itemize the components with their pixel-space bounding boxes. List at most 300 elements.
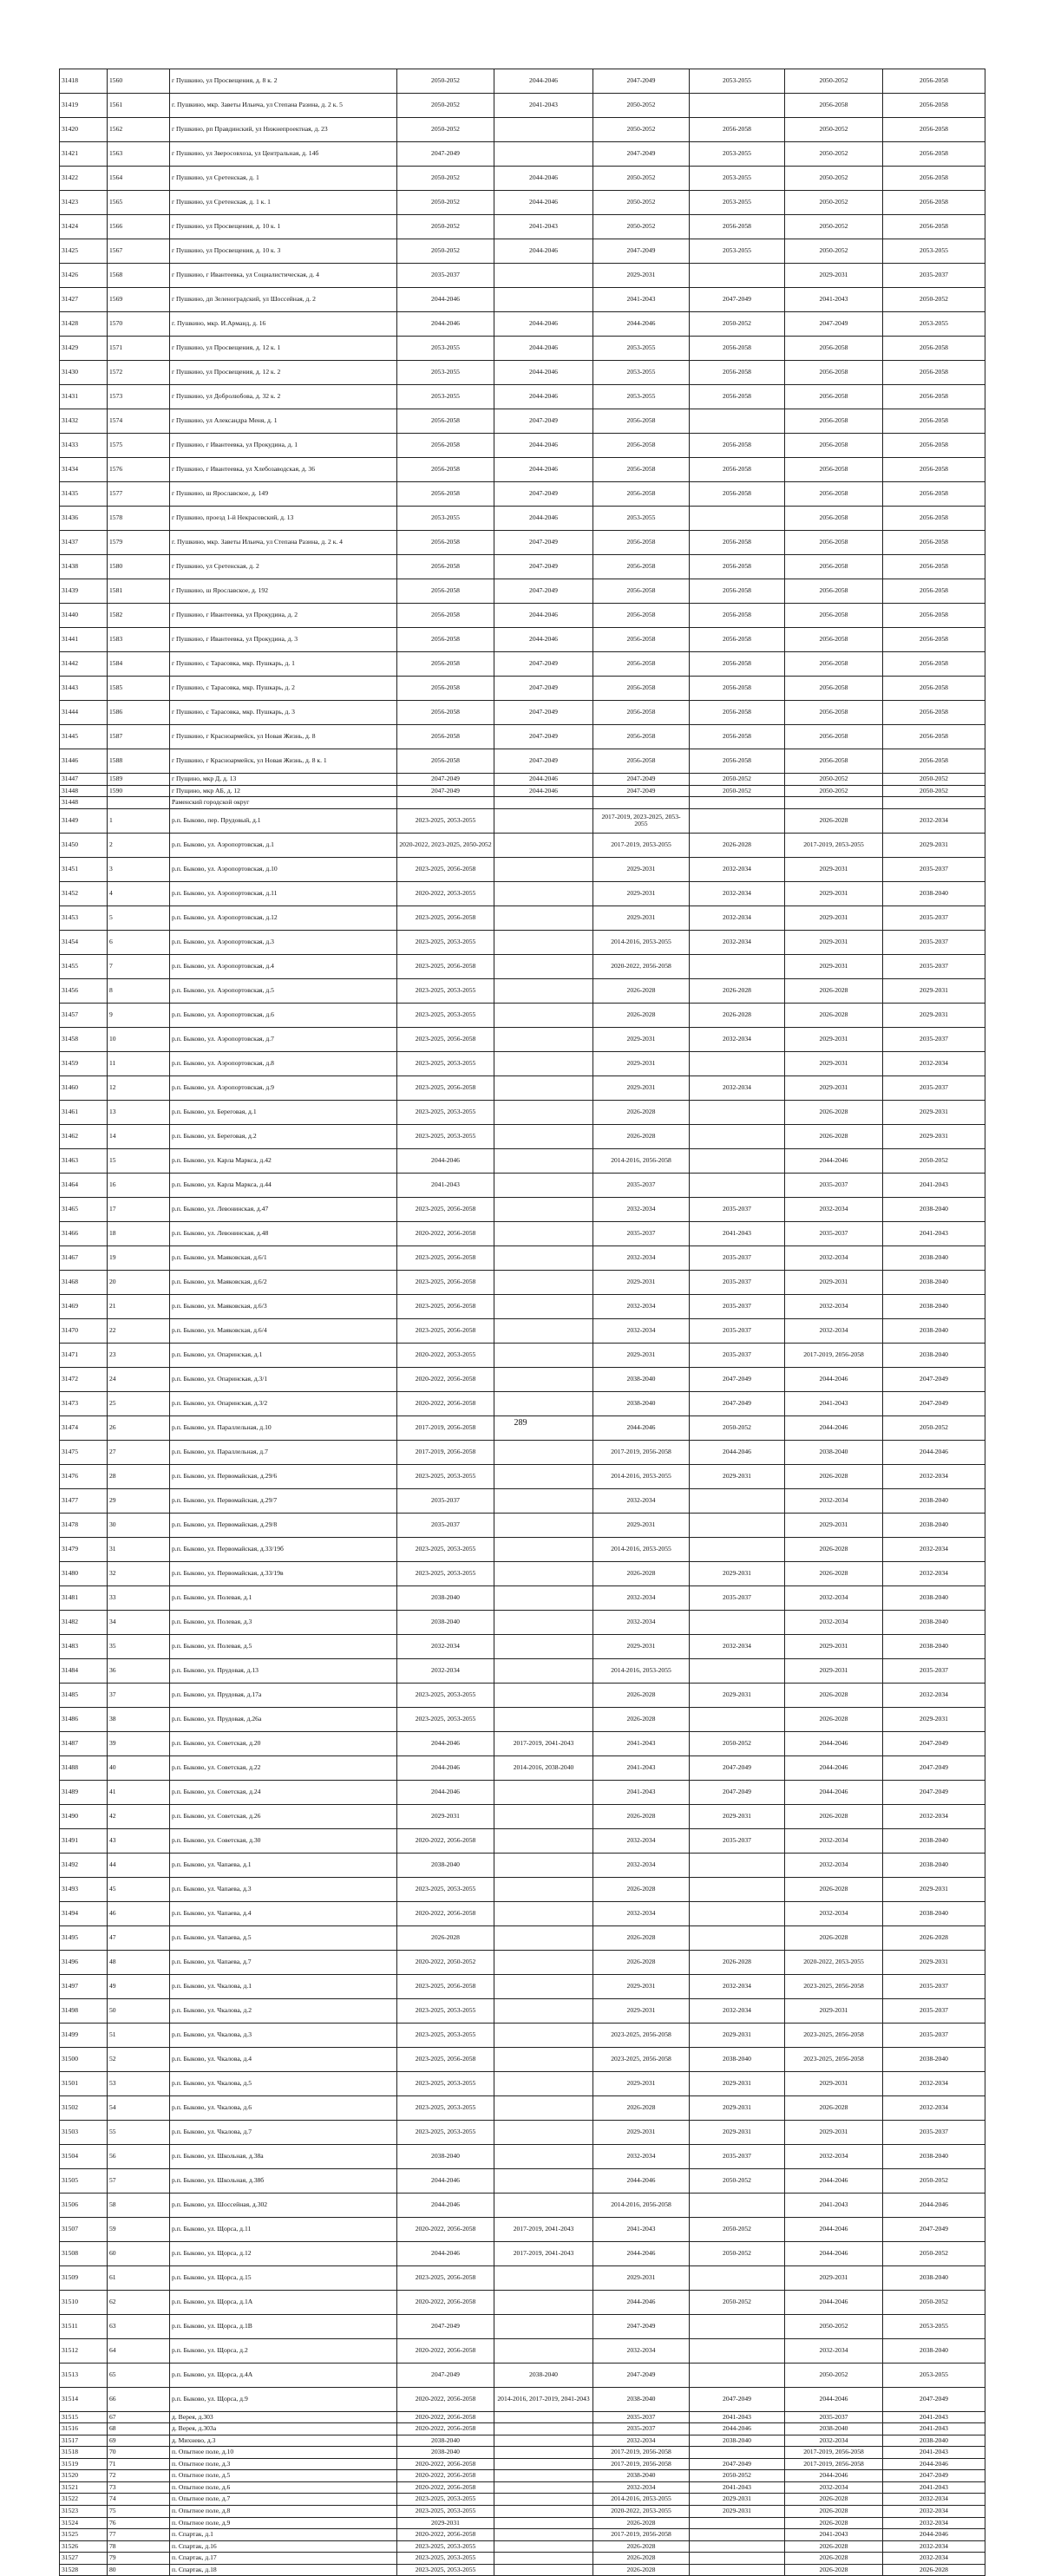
- table-row: [60, 1343, 985, 1367]
- cell-period-col-4: 2047-2049: [690, 2387, 785, 2411]
- cell-address: г Пущино, мкр Д, д. 13: [170, 774, 397, 786]
- cell-address: п. Опытное поле, д.3: [170, 2458, 397, 2470]
- cell-period-col-2: [494, 930, 593, 954]
- cell-row-index: 31434: [60, 458, 108, 482]
- cell-period-col-1: 2038-2040: [397, 1585, 494, 1610]
- cell-period-col-3: 2047-2049: [593, 2314, 690, 2338]
- cell-period-col-2: [494, 2494, 593, 2506]
- cell-period-col-2: [494, 2071, 593, 2095]
- cell-row-index: 31521: [60, 2481, 108, 2494]
- cell-item-number: 1590: [108, 785, 170, 797]
- cell-period-col-3: [593, 797, 690, 809]
- cell-period-col-2: [494, 2023, 593, 2047]
- cell-period-col-3: 2053-2055: [593, 385, 690, 409]
- cell-address: р.п. Быково, ул. Аэропортовская, д.8: [170, 1051, 397, 1076]
- cell-item-number: 35: [108, 1634, 170, 1658]
- cell-item-number: 31: [108, 1537, 170, 1561]
- cell-address: г Пушкино, ул Просвещения, д. 12 к. 1: [170, 337, 397, 361]
- table-row: [60, 1221, 985, 1246]
- cell-address: р.п. Быково, ул. Параллельная, д.7: [170, 1440, 397, 1464]
- cell-period-col-1: 2023-2025, 2053-2055: [397, 2506, 494, 2518]
- cell-period-col-3: 2047-2049: [593, 69, 690, 94]
- cell-period-col-1: 2047-2049: [397, 774, 494, 786]
- cell-period-col-2: [494, 808, 593, 833]
- cell-period-col-4: 2047-2049: [690, 2458, 785, 2470]
- cell-item-number: 46: [108, 1901, 170, 1925]
- table-row: [60, 2447, 985, 2459]
- cell-period-col-2: 2047-2049: [494, 531, 593, 555]
- cell-period-col-6: 2056-2058: [883, 677, 985, 701]
- cell-period-col-1: 2023-2025, 2056-2058: [397, 954, 494, 978]
- cell-period-col-3: 2035-2037: [593, 1221, 690, 1246]
- cell-period-col-6: 2056-2058: [883, 337, 985, 361]
- table-row: [60, 1804, 985, 1828]
- cell-period-col-2: 2044-2046: [494, 337, 593, 361]
- cell-period-col-5: 2026-2028: [785, 2564, 883, 2576]
- cell-item-number: 43: [108, 1828, 170, 1853]
- cell-address: р.п. Быково, ул. Чапаева, д.4: [170, 1901, 397, 1925]
- cell-period-col-2: [494, 2553, 593, 2565]
- cell-address: р.п. Быково, ул. Советская, д.24: [170, 1780, 397, 1804]
- cell-address: п. Опытное поле, д.5: [170, 2470, 397, 2482]
- cell-item-number: 1565: [108, 191, 170, 215]
- cell-period-col-2: [494, 1804, 593, 1828]
- cell-period-col-2: [494, 2470, 593, 2482]
- cell-period-col-5: 2050-2052: [785, 142, 883, 167]
- cell-period-col-5: 2032-2034: [785, 1294, 883, 1318]
- cell-item-number: 1564: [108, 167, 170, 191]
- cell-period-col-2: [494, 1440, 593, 1464]
- cell-period-col-4: 2056-2058: [690, 118, 785, 142]
- cell-row-index: 31475: [60, 1440, 108, 1464]
- cell-period-col-4: 2038-2040: [690, 2435, 785, 2447]
- cell-address: п. Опытное поле, д.8: [170, 2506, 397, 2518]
- cell-address: р.п. Быково, ул. Маяковская, д.6/2: [170, 1270, 397, 1294]
- cell-period-col-6: 2053-2055: [883, 239, 985, 264]
- cell-period-col-1: 2020-2022, 2056-2058: [397, 2470, 494, 2482]
- cell-period-col-2: [494, 1076, 593, 1100]
- cell-row-index: 31503: [60, 2120, 108, 2144]
- cell-address: р.п. Быково, ул. Левонинская, д.47: [170, 1197, 397, 1221]
- cell-period-col-1: 2023-2025, 2056-2058: [397, 2265, 494, 2290]
- cell-period-col-1: 2032-2034: [397, 1658, 494, 1683]
- cell-row-index: 31457: [60, 1003, 108, 1027]
- cell-row-index: 31440: [60, 604, 108, 628]
- cell-address: п. Опытное поле, д.7: [170, 2494, 397, 2506]
- cell-period-col-6: 2044-2046: [883, 1440, 985, 1464]
- cell-period-col-3: 2017-2019, 2056-2058: [593, 2529, 690, 2541]
- cell-period-col-3: 2056-2058: [593, 725, 690, 749]
- cell-item-number: 9: [108, 1003, 170, 1027]
- table-row: [60, 808, 985, 833]
- cell-period-col-4: [690, 264, 785, 288]
- cell-period-col-1: 2017-2019, 2056-2058: [397, 1440, 494, 1464]
- cell-period-col-6: 2056-2058: [883, 531, 985, 555]
- cell-period-col-3: 2014-2016, 2053-2055: [593, 1537, 690, 1561]
- cell-period-col-3: 2014-2016, 2053-2055: [593, 1658, 690, 1683]
- cell-address: г. Пушкино, мкр. И.Арманд, д. 16: [170, 312, 397, 337]
- cell-period-col-3: 2032-2034: [593, 1246, 690, 1270]
- cell-period-col-2: [494, 1683, 593, 1707]
- cell-period-col-4: 2053-2055: [690, 142, 785, 167]
- cell-item-number: 23: [108, 1343, 170, 1367]
- cell-period-col-2: [494, 954, 593, 978]
- cell-period-col-3: 2029-2031: [593, 1051, 690, 1076]
- cell-period-col-6: 2035-2037: [883, 1998, 985, 2023]
- table-row: [60, 1391, 985, 1415]
- cell-item-number: 1574: [108, 409, 170, 434]
- cell-period-col-6: 2056-2058: [883, 725, 985, 749]
- cell-period-col-5: 2050-2052: [785, 191, 883, 215]
- cell-period-col-2: [494, 1391, 593, 1415]
- cell-row-index: 31442: [60, 652, 108, 677]
- table-row: [60, 579, 985, 604]
- table-row: [60, 954, 985, 978]
- cell-period-col-2: [494, 2411, 593, 2423]
- cell-period-col-2: [494, 1537, 593, 1561]
- cell-period-col-3: 2020-2022, 2053-2055: [593, 2506, 690, 2518]
- cell-address: р.п. Быково, ул. Первомайская, д.33/19в: [170, 1561, 397, 1585]
- cell-row-index: 31444: [60, 701, 108, 725]
- cell-row-index: 31451: [60, 857, 108, 881]
- cell-period-col-6: 2056-2058: [883, 749, 985, 774]
- table-row: [60, 1974, 985, 1998]
- cell-period-col-5: 2026-2028: [785, 1537, 883, 1561]
- cell-period-col-5: 2029-2031: [785, 2071, 883, 2095]
- cell-row-index: 31428: [60, 312, 108, 337]
- cell-period-col-4: 2038-2040: [690, 2047, 785, 2071]
- cell-row-index: 31509: [60, 2265, 108, 2290]
- cell-item-number: 39: [108, 1731, 170, 1755]
- table-row: [60, 797, 985, 809]
- table-row: [60, 2071, 985, 2095]
- cell-period-col-6: 2035-2037: [883, 2120, 985, 2144]
- cell-period-col-5: 2032-2034: [785, 1901, 883, 1925]
- cell-period-col-2: 2041-2043: [494, 94, 593, 118]
- table-body: [60, 69, 985, 2576]
- cell-address: п. Опытное поле, д.6: [170, 2481, 397, 2494]
- cell-period-col-6: 2041-2043: [883, 1221, 985, 1246]
- cell-row-index: 31488: [60, 1755, 108, 1780]
- cell-period-col-3: 2044-2046: [593, 1415, 690, 1440]
- cell-period-col-1: 2023-2025, 2053-2055: [397, 2494, 494, 2506]
- cell-period-col-1: 2020-2022, 2056-2058: [397, 2458, 494, 2470]
- cell-address: г Пушкино, г Красноармейск, ул Новая Жизнь, д. 8: [170, 725, 397, 749]
- cell-period-col-4: 2050-2052: [690, 2168, 785, 2193]
- cell-period-col-1: 2017-2019, 2056-2058: [397, 1415, 494, 1440]
- cell-row-index: 31459: [60, 1051, 108, 1076]
- cell-period-col-3: 2014-2016, 2056-2058: [593, 2193, 690, 2217]
- cell-row-index: 31458: [60, 1027, 108, 1051]
- cell-period-col-3: 2029-2031: [593, 1998, 690, 2023]
- cell-item-number: 37: [108, 1683, 170, 1707]
- cell-period-col-2: [494, 1027, 593, 1051]
- cell-period-col-1: 2020-2022, 2056-2058: [397, 1828, 494, 1853]
- cell-period-col-4: 2056-2058: [690, 579, 785, 604]
- cell-address: р.п. Быково, ул. Щорса, д.1А: [170, 2290, 397, 2314]
- table-row: [60, 2387, 985, 2411]
- cell-period-col-4: 2032-2034: [690, 1998, 785, 2023]
- cell-period-col-3: 2017-2019, 2056-2058: [593, 1440, 690, 1464]
- cell-row-index: 31438: [60, 555, 108, 579]
- cell-period-col-2: [494, 1853, 593, 1877]
- table-row: [60, 628, 985, 652]
- cell-period-col-5: 2029-2031: [785, 1051, 883, 1076]
- cell-period-col-2: [494, 2338, 593, 2363]
- cell-period-col-3: 2014-2016, 2053-2055: [593, 930, 690, 954]
- cell-row-index: 31421: [60, 142, 108, 167]
- cell-period-col-5: 2029-2031: [785, 1027, 883, 1051]
- cell-period-col-4: [690, 1853, 785, 1877]
- cell-period-col-6: 2032-2034: [883, 1464, 985, 1488]
- cell-item-number: 1569: [108, 288, 170, 312]
- cell-period-col-1: 2053-2055: [397, 337, 494, 361]
- cell-period-col-6: 2026-2028: [883, 1925, 985, 1950]
- table-row: [60, 857, 985, 881]
- cell-period-col-6: 2038-2040: [883, 2144, 985, 2168]
- cell-period-col-2: 2044-2046: [494, 785, 593, 797]
- cell-item-number: 72: [108, 2470, 170, 2482]
- cell-period-col-6: 2032-2034: [883, 808, 985, 833]
- cell-period-col-5: 2044-2046: [785, 2290, 883, 2314]
- cell-address: г Пушкино, с Тарасовка, мкр. Пушкарь, д. 1: [170, 652, 397, 677]
- page-number: 289: [514, 1418, 527, 1428]
- cell-period-col-2: 2044-2046: [494, 361, 593, 385]
- cell-address: п. Спартак, д.1: [170, 2529, 397, 2541]
- cell-address: р.п. Быково, ул. Маяковская, д.6/1: [170, 1246, 397, 1270]
- cell-period-col-3: 2056-2058: [593, 701, 690, 725]
- cell-period-col-3: 2017-2019, 2056-2058: [593, 2458, 690, 2470]
- table-row: [60, 2241, 985, 2265]
- cell-period-col-1: 2056-2058: [397, 725, 494, 749]
- cell-item-number: 41: [108, 1780, 170, 1804]
- cell-period-col-2: 2044-2046: [494, 774, 593, 786]
- table-row: [60, 2120, 985, 2144]
- cell-address: р.п. Быково, ул. Щорса, д.11: [170, 2217, 397, 2241]
- cell-period-col-5: 2026-2028: [785, 1464, 883, 1488]
- cell-item-number: 14: [108, 1124, 170, 1148]
- cell-period-col-5: 2056-2058: [785, 579, 883, 604]
- cell-period-col-6: 2032-2034: [883, 1804, 985, 1828]
- cell-period-col-5: 2023-2025, 2056-2058: [785, 2023, 883, 2047]
- cell-period-col-6: 2056-2058: [883, 579, 985, 604]
- cell-address: р.п. Быково, ул. Первомайская, д.29/6: [170, 1464, 397, 1488]
- cell-address: г Пушкино, ул Просвещения, д. 12 к. 2: [170, 361, 397, 385]
- cell-row-index: 31435: [60, 482, 108, 507]
- cell-item-number: 57: [108, 2168, 170, 2193]
- cell-period-col-4: [690, 409, 785, 434]
- cell-period-col-1: 2044-2046: [397, 2193, 494, 2217]
- cell-period-col-6: 2056-2058: [883, 191, 985, 215]
- cell-period-col-5: 2029-2031: [785, 881, 883, 906]
- table-row: [60, 978, 985, 1003]
- cell-period-col-5: 2050-2052: [785, 785, 883, 797]
- cell-period-col-3: 2056-2058: [593, 628, 690, 652]
- cell-period-col-6: 2038-2040: [883, 881, 985, 906]
- cell-period-col-3: 2056-2058: [593, 555, 690, 579]
- cell-period-col-5: 2026-2028: [785, 2540, 883, 2553]
- cell-row-index: 31518: [60, 2447, 108, 2459]
- cell-address: р.п. Быково, ул. Первомайская, д.33/19б: [170, 1537, 397, 1561]
- cell-period-col-5: 2017-2019, 2056-2058: [785, 2458, 883, 2470]
- cell-period-col-2: [494, 2481, 593, 2494]
- cell-period-col-6: 2038-2040: [883, 1610, 985, 1634]
- cell-period-col-6: 2035-2037: [883, 1658, 985, 1683]
- cell-item-number: 51: [108, 2023, 170, 2047]
- table-row: [60, 1585, 985, 1610]
- cell-address: р.п. Быково, ул. Школьная, д.38а: [170, 2144, 397, 2168]
- cell-row-index: 31498: [60, 1998, 108, 2023]
- table-row: [60, 1173, 985, 1197]
- table-row: [60, 1318, 985, 1343]
- cell-address: г Пушкино, ул Александра Меня, д. 1: [170, 409, 397, 434]
- cell-period-col-1: 2020-2022, 2053-2055: [397, 881, 494, 906]
- cell-row-index: 31489: [60, 1780, 108, 1804]
- cell-period-col-3: 2044-2046: [593, 2290, 690, 2314]
- cell-period-col-2: [494, 1343, 593, 1367]
- cell-item-number: 2: [108, 833, 170, 857]
- cell-period-col-1: 2038-2040: [397, 2435, 494, 2447]
- table-row: [60, 1197, 985, 1221]
- cell-period-col-4: [690, 2540, 785, 2553]
- cell-row-index: 31443: [60, 677, 108, 701]
- cell-period-col-6: 2056-2058: [883, 458, 985, 482]
- cell-address: г Пушкино, г Ивантеевка, ул Прокудина, д. 3: [170, 628, 397, 652]
- cell-period-col-2: [494, 2265, 593, 2290]
- cell-period-col-5: 2023-2025, 2056-2058: [785, 1974, 883, 1998]
- cell-period-col-1: 2020-2022, 2056-2058: [397, 2481, 494, 2494]
- cell-item-number: 1572: [108, 361, 170, 385]
- cell-item-number: 68: [108, 2423, 170, 2435]
- cell-item-number: 67: [108, 2411, 170, 2423]
- cell-row-index: 31492: [60, 1853, 108, 1877]
- cell-period-col-5: 2056-2058: [785, 458, 883, 482]
- cell-address: г. Пушкино, мкр. Заветы Ильича, ул Степана Разина, д. 2 к. 4: [170, 531, 397, 555]
- cell-row-index: 31490: [60, 1804, 108, 1828]
- cell-item-number: 34: [108, 1610, 170, 1634]
- cell-item-number: 75: [108, 2506, 170, 2518]
- cell-address: п. Спартак, д.17: [170, 2553, 397, 2565]
- cell-row-index: 31450: [60, 833, 108, 857]
- cell-period-col-5: 2041-2043: [785, 288, 883, 312]
- cell-period-col-3: 2032-2034: [593, 2435, 690, 2447]
- cell-item-number: 1568: [108, 264, 170, 288]
- cell-item-number: 80: [108, 2564, 170, 2576]
- cell-period-col-4: [690, 1513, 785, 1537]
- cell-period-col-6: 2056-2058: [883, 142, 985, 167]
- cell-period-col-2: [494, 1294, 593, 1318]
- cell-period-col-1: 2044-2046: [397, 288, 494, 312]
- cell-address: р.п. Быково, ул. Чкалова, д.5: [170, 2071, 397, 2095]
- cell-period-col-4: 2047-2049: [690, 1755, 785, 1780]
- cell-period-col-4: 2056-2058: [690, 749, 785, 774]
- cell-period-col-2: 2044-2046: [494, 167, 593, 191]
- cell-period-col-1: 2023-2025, 2056-2058: [397, 1318, 494, 1343]
- cell-address: р.п. Быково, ул. Прудовая, д.26а: [170, 1707, 397, 1731]
- cell-period-col-5: 2044-2046: [785, 1148, 883, 1173]
- document-page: [59, 69, 985, 2576]
- cell-period-col-6: 2038-2040: [883, 2338, 985, 2363]
- cell-period-col-3: 2023-2025, 2056-2058: [593, 2047, 690, 2071]
- table-row: [60, 458, 985, 482]
- table-row: [60, 2540, 985, 2553]
- table-row: [60, 2047, 985, 2071]
- table-row: [60, 2494, 985, 2506]
- cell-period-col-2: [494, 1707, 593, 1731]
- cell-period-col-1: 2023-2025, 2053-2055: [397, 2553, 494, 2565]
- cell-period-col-5: 2056-2058: [785, 677, 883, 701]
- table-row: [60, 434, 985, 458]
- cell-period-col-5: 2056-2058: [785, 385, 883, 409]
- cell-period-col-6: 2047-2049: [883, 2470, 985, 2482]
- cell-period-col-4: [690, 1877, 785, 1901]
- cell-period-col-2: [494, 1270, 593, 1294]
- cell-period-col-3: 2026-2028: [593, 1124, 690, 1148]
- cell-period-col-6: 2035-2037: [883, 264, 985, 288]
- cell-period-col-1: 2044-2046: [397, 2241, 494, 2265]
- cell-row-index: 31471: [60, 1343, 108, 1367]
- cell-period-col-5: 2050-2052: [785, 118, 883, 142]
- cell-period-col-4: 2032-2034: [690, 1027, 785, 1051]
- cell-row-index: 31432: [60, 409, 108, 434]
- table-row: [60, 555, 985, 579]
- cell-address: р.п. Быково, ул. Опаринская, д.3/1: [170, 1367, 397, 1391]
- cell-row-index: 31431: [60, 385, 108, 409]
- cell-period-col-3: 2029-2031: [593, 2071, 690, 2095]
- cell-period-col-3: 2053-2055: [593, 337, 690, 361]
- cell-period-col-3: 2026-2028: [593, 1804, 690, 1828]
- table-row: [60, 2144, 985, 2168]
- cell-period-col-3: 2038-2040: [593, 2387, 690, 2411]
- cell-row-index: 31465: [60, 1197, 108, 1221]
- table-row: [60, 215, 985, 239]
- cell-item-number: 70: [108, 2447, 170, 2459]
- cell-row-index: 31466: [60, 1221, 108, 1246]
- cell-period-col-2: [494, 1925, 593, 1950]
- cell-period-col-1: 2023-2025, 2053-2055: [397, 1464, 494, 1488]
- cell-period-col-5: 2050-2052: [785, 2363, 883, 2387]
- table-row: [60, 881, 985, 906]
- cell-period-col-4: 2026-2028: [690, 978, 785, 1003]
- cell-address: г Пушкино, ул Сретенская, д. 1 к. 1: [170, 191, 397, 215]
- cell-item-number: 1566: [108, 215, 170, 239]
- cell-period-col-6: 2050-2052: [883, 1415, 985, 1440]
- cell-period-col-4: 2035-2037: [690, 1828, 785, 1853]
- cell-row-index: 31504: [60, 2144, 108, 2168]
- cell-item-number: 62: [108, 2290, 170, 2314]
- table-row: [60, 385, 985, 409]
- cell-period-col-3: 2029-2031: [593, 2120, 690, 2144]
- cell-item-number: 25: [108, 1391, 170, 1415]
- cell-period-col-3: 2026-2028: [593, 978, 690, 1003]
- cell-period-col-5: 2029-2031: [785, 906, 883, 930]
- cell-period-col-1: 2020-2022, 2056-2058: [397, 2423, 494, 2435]
- cell-period-col-6: 2056-2058: [883, 555, 985, 579]
- cell-item-number: 1570: [108, 312, 170, 337]
- cell-row-index: 31508: [60, 2241, 108, 2265]
- cell-period-col-3: 2029-2031: [593, 1974, 690, 1998]
- cell-address: р.п. Быково, ул. Первомайская, д.29/8: [170, 1513, 397, 1537]
- cell-period-col-3: 2032-2034: [593, 1197, 690, 1221]
- cell-period-col-4: 2026-2028: [690, 1003, 785, 1027]
- cell-period-col-3: 2056-2058: [593, 458, 690, 482]
- cell-period-col-6: 2044-2046: [883, 2458, 985, 2470]
- cell-item-number: 26: [108, 1415, 170, 1440]
- cell-item-number: 12: [108, 1076, 170, 1100]
- cell-row-index: 31481: [60, 1585, 108, 1610]
- cell-item-number: 50: [108, 1998, 170, 2023]
- table-row: [60, 833, 985, 857]
